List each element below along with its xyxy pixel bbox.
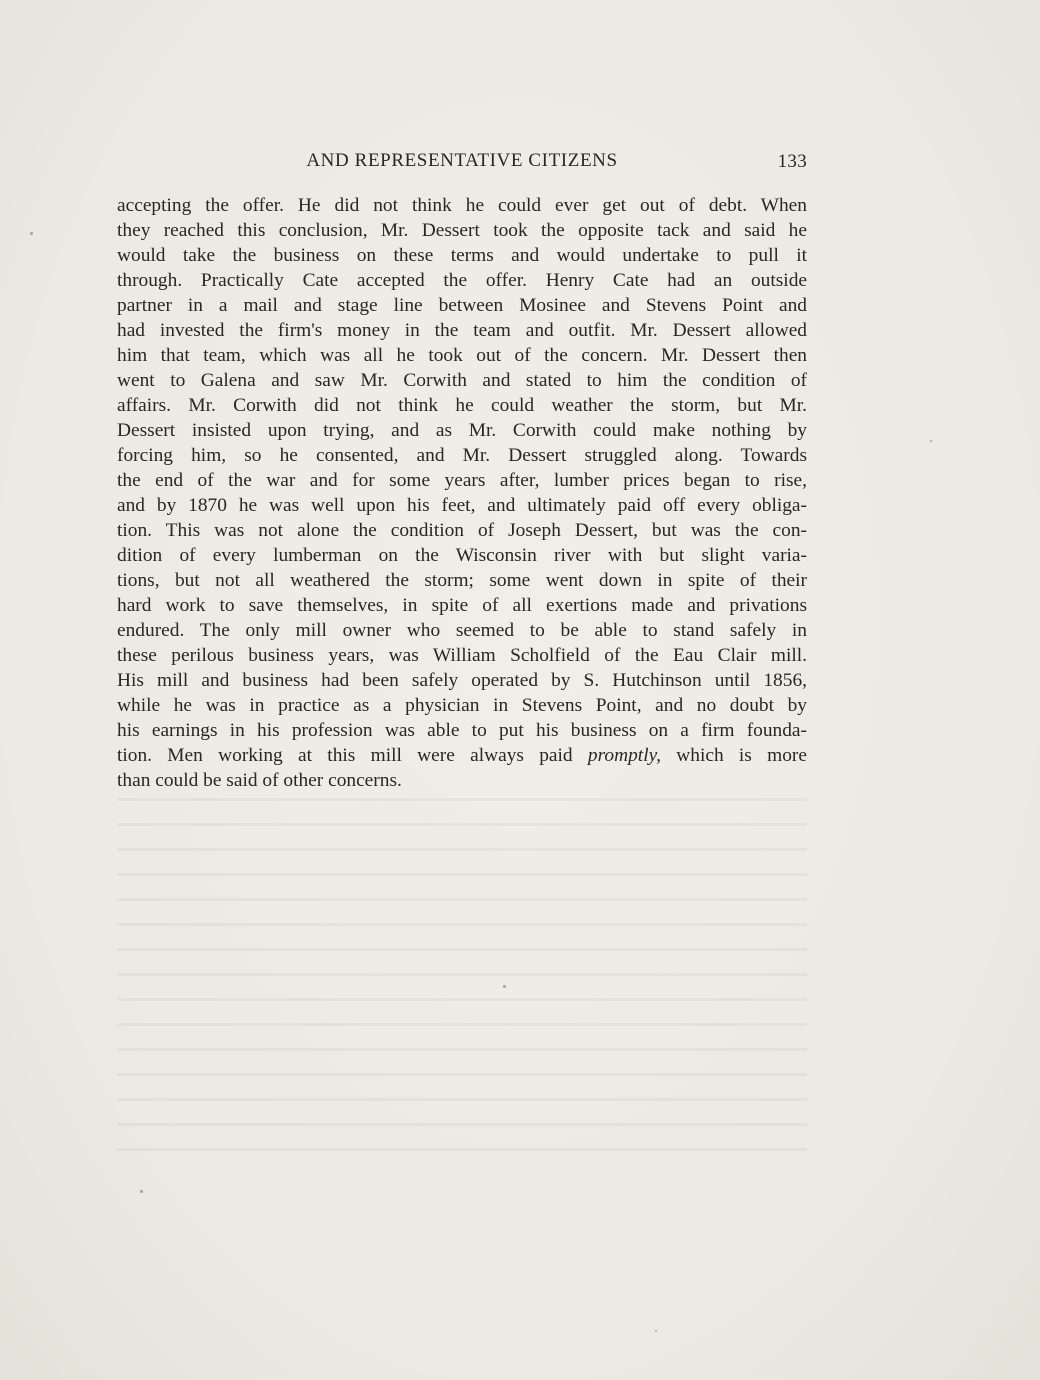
italic-emphasis: promptly,	[587, 745, 661, 766]
body-paragraph	[117, 193, 807, 793]
paper-speck	[655, 1330, 657, 1332]
text-line: tion. This was not alone the condition of Joseph Dessert, but was the con-	[117, 520, 807, 541]
running-head	[117, 150, 807, 174]
paper-speck	[140, 1190, 143, 1193]
text-line-with-italic	[117, 743, 807, 768]
text-line: Dessert insisted upon trying, and as Mr. Corwith could make nothing by	[117, 420, 807, 441]
text-line: while he was in practice as a physician in Stevens Point, and no doubt by	[117, 695, 807, 716]
text-segment: tion. Men working at this mill were always paid	[117, 745, 588, 766]
text-line: his earnings in his profession was able to put his business on a firm founda-	[117, 720, 807, 741]
text-line: accepting the offer. He did not think he could ever get out of debt. When	[117, 195, 807, 216]
running-title: AND REPRESENTATIVE CITIZENS	[306, 150, 618, 171]
text-line: would take the business on these terms and would undertake to pull it	[117, 245, 807, 266]
text-line: hard work to save themselves, in spite of all exertions made and privations	[117, 595, 807, 616]
text-line: affairs. Mr. Corwith did not think he could weather the storm, but Mr.	[117, 395, 807, 416]
text-line: endured. The only mill owner who seemed to be able to stand safely in	[117, 620, 807, 641]
text-line: His mill and business had been safely operated by S. Hutchinson until 1856,	[117, 670, 807, 691]
text-line: the end of the war and for some years after, lumber prices began to rise,	[117, 470, 807, 491]
text-line: partner in a mail and stage line between Mosinee and Stevens Point and	[117, 295, 807, 316]
text-line: dition of every lumberman on the Wisconsin river with but slight varia-	[117, 545, 807, 566]
show-through-texture	[117, 785, 807, 1165]
text-segment: which is more	[660, 745, 807, 766]
text-line: tions, but not all weathered the storm; some went down in spite of their	[117, 570, 807, 591]
paper-speck	[503, 985, 506, 988]
text-line: forcing him, so he consented, and Mr. Dessert struggled along. Towards	[117, 445, 807, 466]
text-line: went to Galena and saw Mr. Corwith and stated to him the condition of	[117, 370, 807, 391]
page-number: 133	[777, 151, 807, 172]
text-line: through. Practically Cate accepted the offer. Henry Cate had an outside	[117, 270, 807, 291]
text-line: and by 1870 he was well upon his feet, and ultimately paid off every obliga-	[117, 495, 807, 516]
text-line: they reached this conclusion, Mr. Dessert took the opposite tack and said he	[117, 220, 807, 241]
text-line-last: than could be said of other concerns.	[117, 770, 402, 791]
text-line: these perilous business years, was William Scholfield of the Eau Clair mill.	[117, 645, 807, 666]
paper-speck	[930, 440, 932, 442]
text-line: him that team, which was all he took out of the concern. Mr. Dessert then	[117, 345, 807, 366]
text-line: had invested the firm's money in the team and outfit. Mr. Dessert allowed	[117, 320, 807, 341]
paper-speck	[30, 232, 33, 235]
